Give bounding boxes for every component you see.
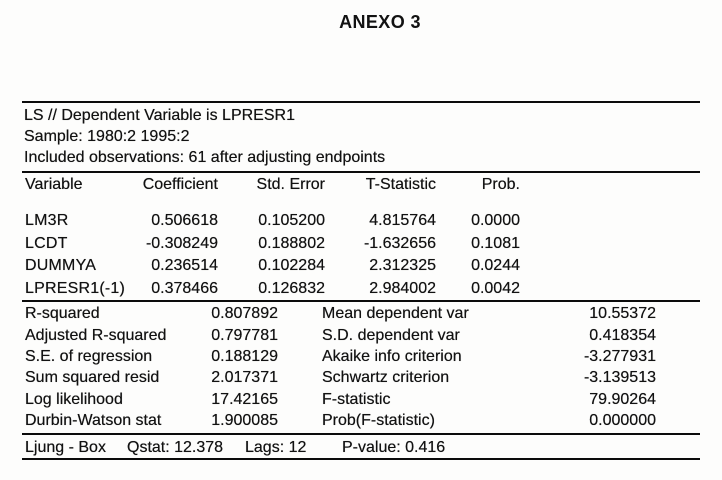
prob-value: 0.0244 (471, 257, 520, 275)
variable-name: LM3R (25, 212, 69, 229)
ljung-box-qstat: Qstat: 12.378 (127, 439, 224, 457)
table-row (22, 278, 700, 301)
stat-label: Akaike info criterion (322, 347, 462, 365)
coefficient-rows (22, 195, 700, 300)
t-statistic-value: 2.312325 (369, 257, 436, 275)
t-statistic-value: 2.984002 (369, 279, 436, 297)
stat-value: 79.90264 (589, 390, 656, 408)
stat-row (22, 303, 700, 324)
observations-line: Included observations: 61 after adjusting endpoints (24, 149, 386, 166)
ljung-box-row (22, 433, 700, 460)
stat-value: -3.139513 (583, 369, 656, 387)
sample-line: Sample: 1980:2 1995:2 (24, 128, 190, 145)
prob-value: 0.0000 (471, 212, 520, 229)
stat-value: -3.277931 (583, 347, 656, 365)
stat-label: Mean dependent var (322, 305, 469, 323)
col-header-prob: Prob. (481, 176, 520, 193)
column-header-row (22, 171, 700, 195)
prob-value: 0.1081 (471, 234, 520, 252)
table-row (22, 233, 700, 256)
col-header-variable: Variable (25, 176, 83, 193)
stat-value: 2.017371 (211, 369, 278, 387)
table-row (22, 210, 700, 233)
regression-output-table (22, 101, 700, 460)
variable-name: LCDT (25, 234, 68, 252)
stat-row (22, 367, 700, 388)
stat-label: Adjusted R-squared (25, 326, 167, 344)
table-row (22, 255, 700, 278)
page-title: ANEXO 3 (339, 12, 421, 32)
std-error-value: 0.102284 (258, 257, 325, 275)
stat-value: 10.55372 (589, 305, 656, 323)
coefficient-value: 0.236514 (151, 257, 218, 275)
stat-label: Sum squared resid (25, 369, 160, 387)
std-error-value: 0.105200 (258, 212, 325, 229)
col-header-std-error: Std. Error (256, 176, 325, 193)
stat-label: Prob(F-statistic) (322, 411, 435, 429)
coefficient-value: -0.308249 (145, 234, 218, 252)
stat-label: Durbin-Watson stat (25, 411, 162, 429)
stat-label: F-statistic (322, 390, 391, 408)
stat-row (22, 325, 700, 346)
coefficient-value: 0.506618 (151, 212, 218, 229)
variable-name: DUMMYA (25, 257, 97, 275)
stat-value: 0.807892 (211, 305, 278, 323)
t-statistic-value: 4.815764 (369, 212, 436, 229)
equation-header-block (22, 101, 700, 171)
stat-value: 17.42165 (211, 390, 278, 408)
ljung-box-lags: Lags: 12 (245, 439, 307, 457)
ljung-box-pvalue: P-value: 0.416 (342, 439, 446, 457)
stat-label: S.E. of regression (25, 347, 153, 365)
equation-spec-line: LS // Dependent Variable is LPRESR1 (24, 107, 295, 124)
prob-value: 0.0042 (471, 279, 520, 297)
col-header-t-statistic: T-Statistic (365, 176, 436, 193)
stat-row (22, 389, 700, 410)
coefficient-value: 0.378466 (151, 279, 218, 297)
stat-row (22, 410, 700, 431)
stat-label: Schwartz criterion (322, 369, 450, 387)
stat-value: 0.418354 (589, 326, 656, 344)
stat-value: 0.797781 (211, 326, 278, 344)
col-header-coefficient: Coefficient (142, 176, 218, 193)
ljung-box-label: Ljung - Box (25, 439, 106, 457)
stat-label: Log likelihood (25, 390, 123, 408)
variable-name: LPRESR1(-1) (25, 279, 126, 297)
stat-value: 0.188129 (211, 347, 278, 365)
stat-value: 1.900085 (211, 411, 278, 429)
stat-value: 0.000000 (589, 411, 656, 429)
t-statistic-value: -1.632656 (363, 234, 436, 252)
stat-label: R-squared (25, 305, 100, 323)
std-error-value: 0.126832 (258, 279, 325, 297)
stat-label: S.D. dependent var (322, 326, 460, 344)
summary-statistics-block (22, 300, 700, 433)
stat-row (22, 346, 700, 367)
std-error-value: 0.188802 (258, 234, 325, 252)
